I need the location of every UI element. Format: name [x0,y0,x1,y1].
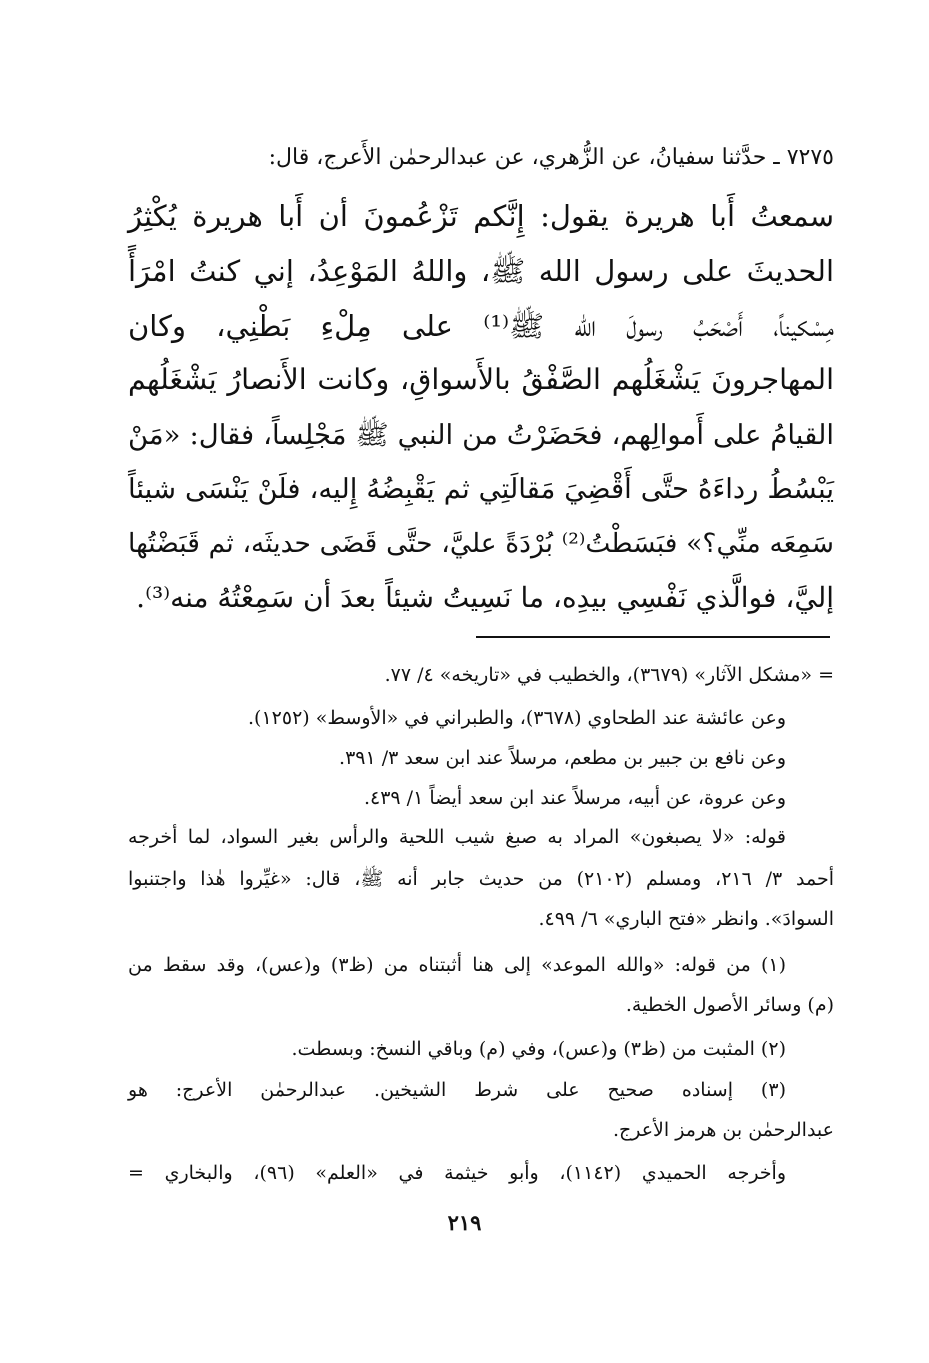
footnote-2: (٢) المثبت من (ظ٣) و(عس)، وفي (م) وباقي النسخ: وبسطت. [291,1038,786,1060]
hadith-header: ٧٢٧٥ ـ حدَّثنا سفيانُ، عن الزُّهري، عن عبدالرحمٰن الأَعرج، قال: [268,145,834,170]
hadith-line: المهاجرونَ يَشْغَلُهم الصَّفْقُ بالأَسواقِ، وكانت الأَنصارُ يَشْغَلُهم [128,363,834,396]
footnote-line: وعن نافع بن جبير بن مطعم، مرسلاً عند ابن سعد ٣/ ٣٩١. [339,747,786,769]
footnote-1-cont: (م) وسائر الأصول الخطية. [625,994,834,1016]
hadith-line: مِسْكيناً، أَصْحَبُ رسولَ الله ﷺ⁽¹⁾ على مِلْءِ بَطْنِي، وكان [128,309,834,343]
hadith-line: القيامُ على أَموالِهم، فحَضَرْتُ من النبي ﷺ مَجْلِساً، فقال: «مَنْ [128,419,834,451]
hadith-line: سَمِعَه منِّي؟» فبَسَطْتُ⁽²⁾ بُرْدَةً عليَّ، حتَّى قَضَى حديثَه، ثم قَبَضْتُها [128,528,835,559]
footnote-line: = «مشكل الآثار» (٣٦٧٩)، والخطيب في «تاريخه» ٤/ ٧٧. [384,664,834,686]
footnote-separator [476,636,830,638]
footnote-line: وأخرجه الحميدي (١١٤٢)، وأبو خيثمة في «العلم» (٩٦)، والبخاري = [128,1162,786,1184]
footnote-1: (١) من قوله: «والله الموعد» إلى هنا أثبتناه من (ظ٣) و(عس)، وقد سقط من [128,954,786,976]
footnote-line: أحمد ٣/ ٢١٦، ومسلم (٢١٠٢) من حديث جابر أنه ﷺ، قال: «غيِّروا هٰذا واجتنبوا [128,868,834,890]
hadith-line: إليَّ، فوالَّذي نَفْسِي بيدِه، ما نَسِيتُ شيئاً بعدَ أن سَمِعْتُهُ منه⁽³⁾. [136,581,834,614]
hadith-line: الحديثَ على رسول الله ﷺ، واللهُ المَوْعِدُ، إني كنتُ امْرَأً [128,254,834,288]
page-number: ٢١٩ [447,1210,482,1235]
footnote-line: قوله: «لا يصبغون» المراد به صبغ شيب اللحية والرأس بغير السواد، لما أخرجه [128,826,786,848]
footnote-3-cont: عبدالرحمٰن بن هرمز الأعرج. [612,1119,834,1141]
footnote-line: وعن عائشة عند الطحاوي (٣٦٧٨)، والطبراني في «الأوسط» (١٢٥٢). [248,707,786,729]
hadith-line: سمعتُ أَبا هريرة يقول: إِنَّكم تَزْعُمونَ أن أَبا هريرة يُكْثِرُ [128,199,834,233]
footnote-3: (٣) إسناده صحيح على شرط الشيخين. عبدالرحمٰن الأعرج: هو [128,1079,786,1101]
footnote-line: وعن عروة، عن أبيه، مرسلاً عند ابن سعد أيضاً ١/ ٤٣٩. [363,787,786,809]
hadith-line: يَبْسُطُ رداءَهُ حتَّى أَقْضِيَ مَقالَتِي ثم يَقْبِضُهُ إِليه، فلَنْ يَنْسَى شيئاً [128,473,834,505]
footnote-line: السوادَ». وانظر «فتح الباري» ٦/ ٤٩٩. [538,908,834,930]
